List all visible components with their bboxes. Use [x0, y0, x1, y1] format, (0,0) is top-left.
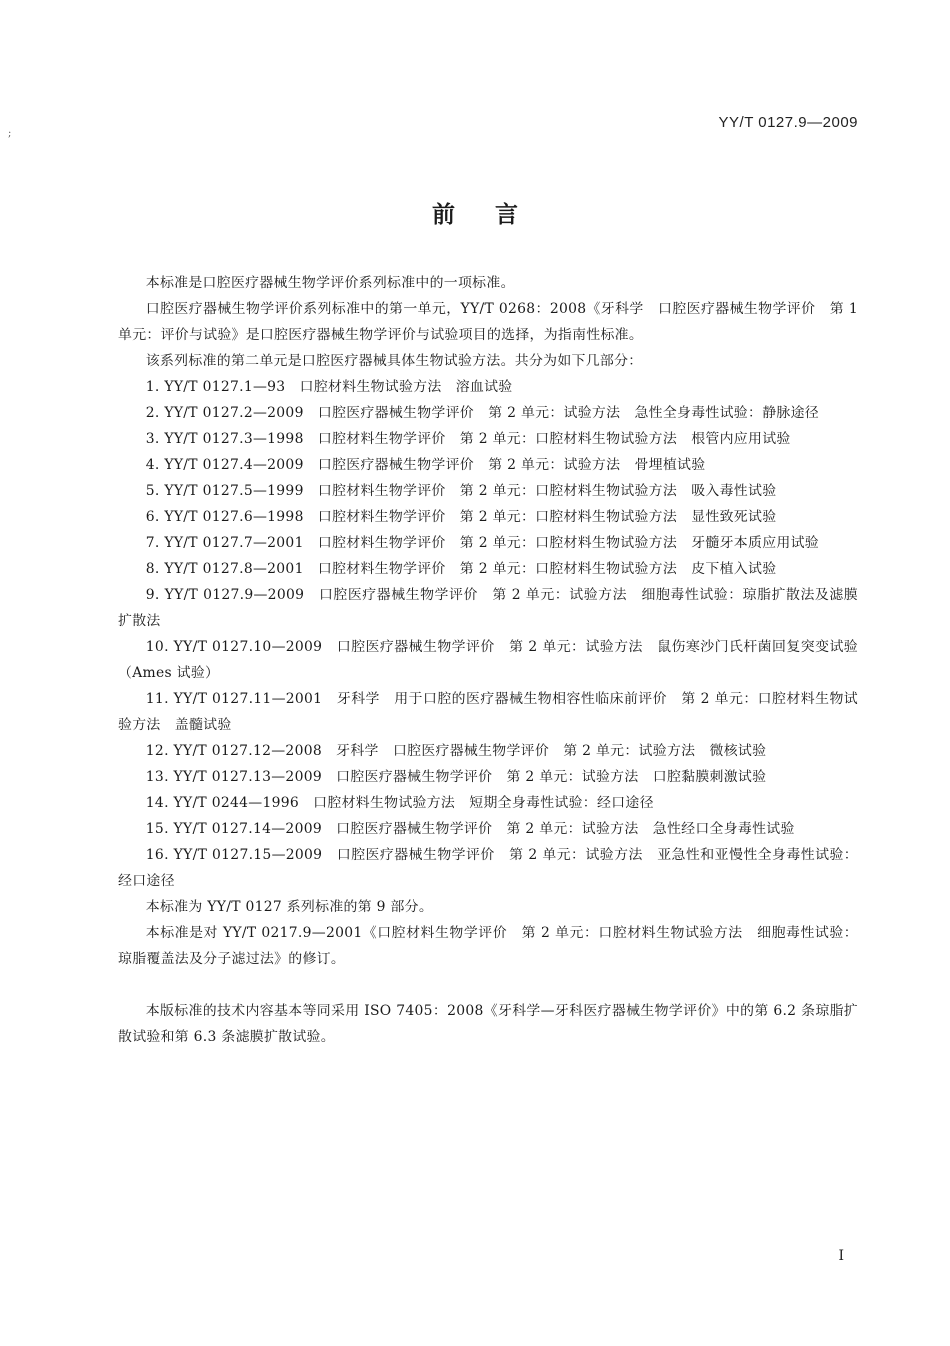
paragraph: 本标准是口腔医疗器械生物学评价系列标准中的一项标准。: [145, 275, 515, 291]
margin-mark: ;: [8, 128, 12, 139]
paragraph: 本标准为 YY/T 0127 系列标准的第 9 部分。: [145, 899, 434, 915]
paragraph: 口腔医疗器械生物学评价系列标准中的第一单元，YY/T 0268：2008《牙科学 口腔医疗器械生物学评价 第 1 单元：评价与试验》是口腔医疗器械生物学评价与试验项目的选择，为指南性标准。: [118, 301, 858, 343]
list-item: 8. YY/T 0127.8—2001 口腔材料生物学评价 第 2 单元：口腔材料生物试验方法 皮下植入试验: [145, 561, 777, 577]
page-number: I: [838, 1248, 844, 1264]
list-item: 3. YY/T 0127.3—1998 口腔材料生物学评价 第 2 单元：口腔材料生物试验方法 根管内应用试验: [145, 431, 791, 447]
list-item: 10. YY/T 0127.10—2009 口腔医疗器械生物学评价 第 2 单元：试验方法 鼠伤寒沙门氏杆菌回复突变试验（Ames 试验）: [118, 639, 858, 681]
standard-number: YY/T 0127.9—2009: [718, 114, 858, 131]
list-item: 11. YY/T 0127.11—2001 牙科学 用于口腔的医疗器械生物相容性临床前评价 第 2 单元：口腔材料生物试验方法 盖髓试验: [118, 691, 858, 733]
list-item: 14. YY/T 0244—1996 口腔材料生物试验方法 短期全身毒性试验：经口途径: [145, 795, 654, 811]
list-item: 7. YY/T 0127.7—2001 口腔材料生物学评价 第 2 单元：口腔材料生物试验方法 牙髓牙本质应用试验: [145, 535, 819, 551]
page-title: 前言: [432, 202, 558, 228]
list-item: 16. YY/T 0127.15—2009 口腔医疗器械生物学评价 第 2 单元：试验方法 亚急性和亚慢性全身毒性试验：经口途径: [118, 847, 858, 889]
list-item: 6. YY/T 0127.6—1998 口腔材料生物学评价 第 2 单元：口腔材料生物试验方法 显性致死试验: [145, 509, 777, 525]
list-item: 1. YY/T 0127.1—93 口腔材料生物试验方法 溶血试验: [145, 379, 513, 395]
list-item: 9. YY/T 0127.9—2009 口腔医疗器械生物学评价 第 2 单元：试验方法 细胞毒性试验：琼脂扩散法及滤膜扩散法: [118, 587, 858, 629]
paragraph: 本版标准的技术内容基本等同采用 ISO 7405：2008《牙科学—牙科医疗器械生物学评价》中的第 6.2 条琼脂扩散试验和第 6.3 条滤膜扩散试验。: [118, 1003, 858, 1045]
list-item: 12. YY/T 0127.12—2008 牙科学 口腔医疗器械生物学评价 第 2 单元：试验方法 微核试验: [145, 743, 767, 759]
list-item: 13. YY/T 0127.13—2009 口腔医疗器械生物学评价 第 2 单元：试验方法 口腔黏膜刺激试验: [145, 769, 767, 785]
list-item: 4. YY/T 0127.4—2009 口腔医疗器械生物学评价 第 2 单元：试验方法 骨埋植试验: [145, 457, 706, 473]
list-item: 2. YY/T 0127.2—2009 口腔医疗器械生物学评价 第 2 单元：试验方法 急性全身毒性试验：静脉途径: [145, 405, 819, 421]
list-item: 5. YY/T 0127.5—1999 口腔材料生物学评价 第 2 单元：口腔材料生物试验方法 吸入毒性试验: [145, 483, 777, 499]
list-item: 15. YY/T 0127.14—2009 口腔医疗器械生物学评价 第 2 单元：试验方法 急性经口全身毒性试验: [145, 821, 795, 837]
paragraph: 本标准是对 YY/T 0217.9—2001《口腔材料生物学评价 第 2 单元：口腔材料生物试验方法 细胞毒性试验：琼脂覆盖法及分子滤过法》的修订。: [118, 925, 858, 967]
paragraph: 该系列标准的第二单元是口腔医疗器械具体生物试验方法。共分为如下几部分：: [145, 353, 643, 369]
foreword-body: [118, 270, 858, 1050]
